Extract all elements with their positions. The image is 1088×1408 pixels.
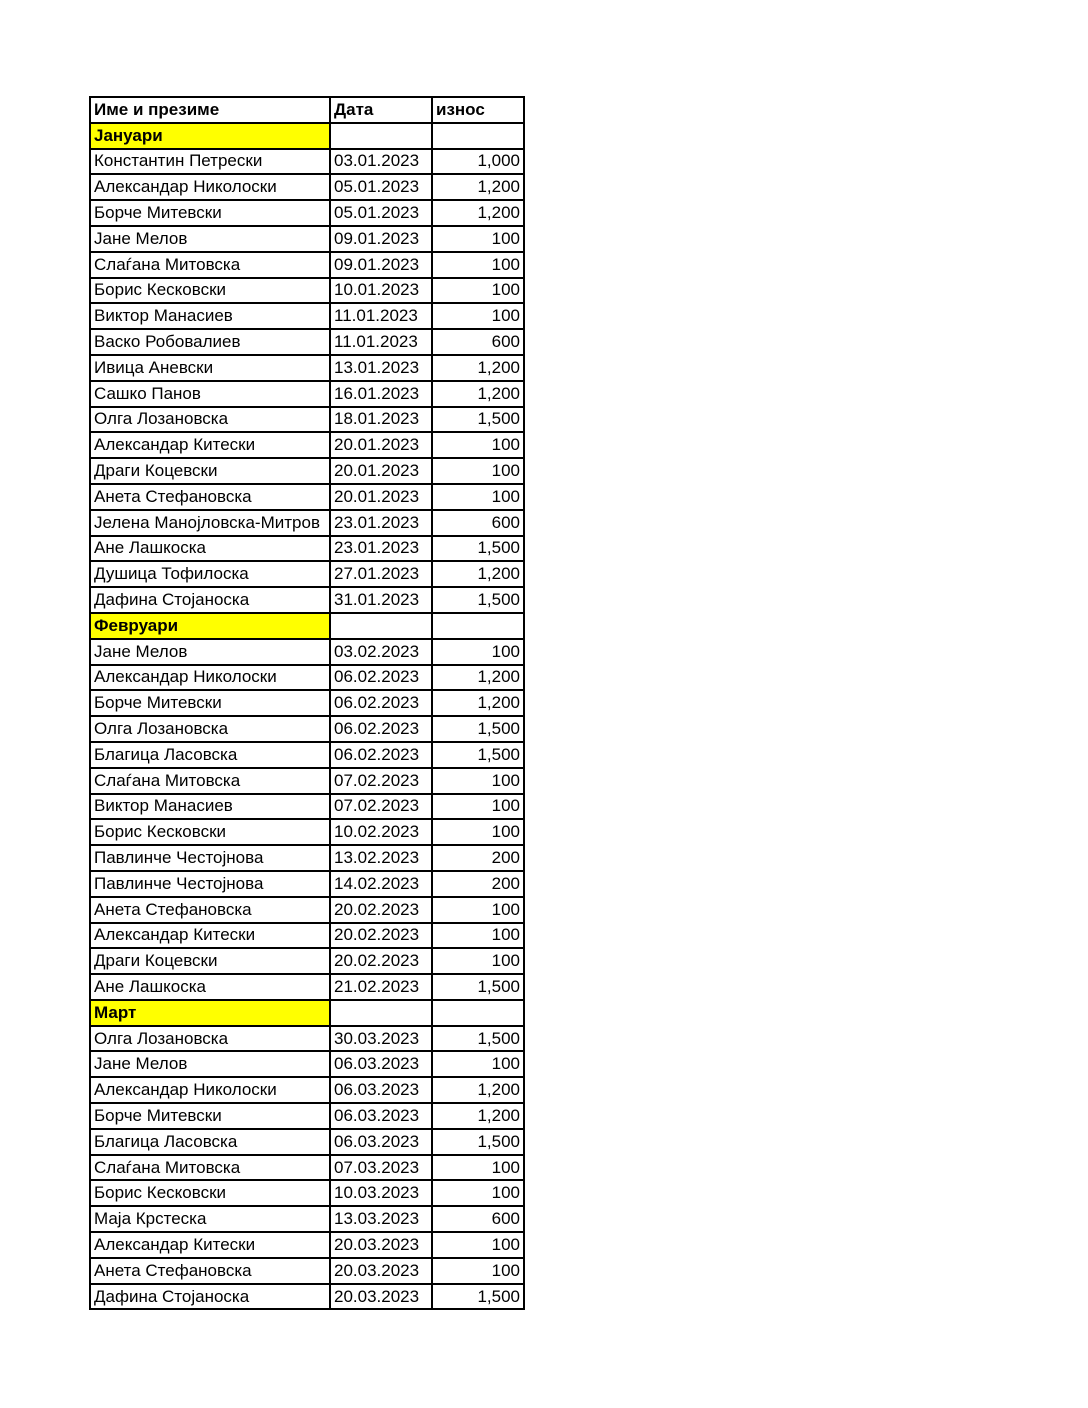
table-row	[90, 329, 524, 355]
month-label: Јануари	[90, 123, 330, 149]
date-cell: 13.03.2023	[330, 1206, 432, 1232]
name-cell: Александар Китески	[90, 1232, 330, 1258]
table-row	[90, 536, 524, 562]
amount-cell: 1,500	[432, 407, 524, 433]
amount-cell: 1,200	[432, 1077, 524, 1103]
name-cell: Слаѓана Митовска	[90, 768, 330, 794]
amount-cell: 100	[432, 252, 524, 278]
amount-cell: 100	[432, 1051, 524, 1077]
name-cell: Анета Стефановска	[90, 484, 330, 510]
table-row	[90, 665, 524, 691]
amount-cell: 100	[432, 1180, 524, 1206]
table-row	[90, 355, 524, 381]
amount-cell: 1,500	[432, 1129, 524, 1155]
table-row	[90, 871, 524, 897]
date-cell: 20.03.2023	[330, 1232, 432, 1258]
amount-cell: 100	[432, 1232, 524, 1258]
name-cell: Јане Мелов	[90, 1051, 330, 1077]
amount-cell: 100	[432, 1258, 524, 1284]
amount-cell: 200	[432, 845, 524, 871]
amount-cell: 100	[432, 458, 524, 484]
amount-cell: 100	[432, 432, 524, 458]
name-cell: Сашко Панов	[90, 381, 330, 407]
name-cell: Олга Лозановска	[90, 716, 330, 742]
date-cell: 20.01.2023	[330, 484, 432, 510]
table-row	[90, 690, 524, 716]
header-name: Име и презиме	[90, 97, 330, 123]
name-cell: Александар Николоски	[90, 1077, 330, 1103]
name-cell: Драги Коцевски	[90, 948, 330, 974]
name-cell: Благица Ласовска	[90, 742, 330, 768]
date-cell: 06.03.2023	[330, 1051, 432, 1077]
month-row	[90, 613, 524, 639]
amount-cell: 100	[432, 484, 524, 510]
name-cell: Драги Коцевски	[90, 458, 330, 484]
name-cell: Борче Митевски	[90, 1103, 330, 1129]
amount-cell: 1,200	[432, 174, 524, 200]
amount-cell: 1,200	[432, 381, 524, 407]
table-row	[90, 897, 524, 923]
amount-cell: 100	[432, 303, 524, 329]
date-cell: 16.01.2023	[330, 381, 432, 407]
table-row	[90, 768, 524, 794]
table-row	[90, 1206, 524, 1232]
name-cell: Анета Стефановска	[90, 897, 330, 923]
month-row	[90, 123, 524, 149]
table-row	[90, 278, 524, 304]
amount-cell: 1,500	[432, 1026, 524, 1052]
date-cell: 30.03.2023	[330, 1026, 432, 1052]
date-cell: 20.03.2023	[330, 1258, 432, 1284]
amount-cell: 100	[432, 226, 524, 252]
table-row	[90, 303, 524, 329]
month-label: Март	[90, 1000, 330, 1026]
date-cell: 07.02.2023	[330, 768, 432, 794]
date-cell: 31.01.2023	[330, 587, 432, 613]
date-cell: 07.03.2023	[330, 1155, 432, 1181]
date-cell: 06.02.2023	[330, 742, 432, 768]
date-cell: 20.01.2023	[330, 432, 432, 458]
table-row	[90, 149, 524, 175]
table-row	[90, 252, 524, 278]
name-cell: Јане Мелов	[90, 639, 330, 665]
name-cell: Борис Кесковски	[90, 1180, 330, 1206]
month-empty-date-cell	[330, 613, 432, 639]
date-cell: 20.03.2023	[330, 1284, 432, 1310]
name-cell: Александар Китески	[90, 432, 330, 458]
date-cell: 18.01.2023	[330, 407, 432, 433]
table-row	[90, 639, 524, 665]
date-cell: 05.01.2023	[330, 200, 432, 226]
amount-cell: 100	[432, 1155, 524, 1181]
table-row	[90, 1284, 524, 1310]
table-row	[90, 974, 524, 1000]
name-cell: Васко Робовалиев	[90, 329, 330, 355]
name-cell: Ане Лашкоска	[90, 974, 330, 1000]
month-empty-date-cell	[330, 123, 432, 149]
date-cell: 23.01.2023	[330, 510, 432, 536]
name-cell: Благица Ласовска	[90, 1129, 330, 1155]
name-cell: Дафина Стојаноска	[90, 1284, 330, 1310]
table-row	[90, 1232, 524, 1258]
amount-cell: 1,200	[432, 690, 524, 716]
table-row	[90, 948, 524, 974]
table-row	[90, 794, 524, 820]
name-cell: Ане Лашкоска	[90, 536, 330, 562]
amount-cell: 100	[432, 278, 524, 304]
name-cell: Ивица Аневски	[90, 355, 330, 381]
name-cell: Константин Петрески	[90, 149, 330, 175]
table-row	[90, 923, 524, 949]
table-row	[90, 1051, 524, 1077]
date-cell: 11.01.2023	[330, 303, 432, 329]
date-cell: 27.01.2023	[330, 561, 432, 587]
name-cell: Александар Николоски	[90, 174, 330, 200]
amount-cell: 600	[432, 1206, 524, 1232]
date-cell: 06.02.2023	[330, 690, 432, 716]
date-cell: 20.02.2023	[330, 897, 432, 923]
name-cell: Дафина Стојаноска	[90, 587, 330, 613]
table-row	[90, 716, 524, 742]
amount-cell: 100	[432, 948, 524, 974]
table-row	[90, 510, 524, 536]
name-cell: Виктор Манасиев	[90, 303, 330, 329]
amount-cell: 1,200	[432, 665, 524, 691]
table-row	[90, 200, 524, 226]
amount-cell: 100	[432, 819, 524, 845]
date-cell: 06.02.2023	[330, 716, 432, 742]
table-row	[90, 407, 524, 433]
amount-cell: 1,500	[432, 716, 524, 742]
date-cell: 06.03.2023	[330, 1129, 432, 1155]
date-cell: 09.01.2023	[330, 226, 432, 252]
month-empty-amount-cell	[432, 1000, 524, 1026]
header-date: Дата	[330, 97, 432, 123]
date-cell: 20.01.2023	[330, 458, 432, 484]
month-empty-date-cell	[330, 1000, 432, 1026]
month-label: Февруари	[90, 613, 330, 639]
name-cell: Маја Крстеска	[90, 1206, 330, 1232]
amount-cell: 1,500	[432, 587, 524, 613]
payments-table	[89, 96, 525, 1310]
name-cell: Анета Стефановска	[90, 1258, 330, 1284]
name-cell: Борче Митевски	[90, 200, 330, 226]
table-row	[90, 1155, 524, 1181]
name-cell: Виктор Манасиев	[90, 794, 330, 820]
table-row	[90, 458, 524, 484]
name-cell: Олга Лозановска	[90, 407, 330, 433]
date-cell: 10.02.2023	[330, 819, 432, 845]
name-cell: Слаѓана Митовска	[90, 1155, 330, 1181]
date-cell: 23.01.2023	[330, 536, 432, 562]
table-row	[90, 742, 524, 768]
amount-cell: 1,500	[432, 1284, 524, 1310]
table-row	[90, 1129, 524, 1155]
amount-cell: 1,500	[432, 974, 524, 1000]
date-cell: 20.02.2023	[330, 948, 432, 974]
header-amount: износ	[432, 97, 524, 123]
date-cell: 11.01.2023	[330, 329, 432, 355]
table-row	[90, 561, 524, 587]
amount-cell: 1,500	[432, 536, 524, 562]
amount-cell: 1,000	[432, 149, 524, 175]
date-cell: 10.01.2023	[330, 278, 432, 304]
table-row	[90, 1026, 524, 1052]
date-cell: 13.01.2023	[330, 355, 432, 381]
table-row	[90, 432, 524, 458]
table-row	[90, 1258, 524, 1284]
amount-cell: 100	[432, 923, 524, 949]
payments-table-body	[90, 97, 524, 1309]
date-cell: 14.02.2023	[330, 871, 432, 897]
name-cell: Слаѓана Митовска	[90, 252, 330, 278]
amount-cell: 600	[432, 510, 524, 536]
table-row	[90, 587, 524, 613]
name-cell: Јелена Манојловска-Митров	[90, 510, 330, 536]
month-empty-amount-cell	[432, 613, 524, 639]
date-cell: 03.02.2023	[330, 639, 432, 665]
amount-cell: 1,200	[432, 355, 524, 381]
amount-cell: 1,200	[432, 1103, 524, 1129]
header-row	[90, 97, 524, 123]
amount-cell: 200	[432, 871, 524, 897]
name-cell: Борис Кесковски	[90, 819, 330, 845]
date-cell: 21.02.2023	[330, 974, 432, 1000]
date-cell: 20.02.2023	[330, 923, 432, 949]
name-cell: Павлинче Честојнова	[90, 845, 330, 871]
table-row	[90, 484, 524, 510]
table-row	[90, 174, 524, 200]
month-empty-amount-cell	[432, 123, 524, 149]
amount-cell: 1,200	[432, 561, 524, 587]
amount-cell: 100	[432, 639, 524, 665]
table-row	[90, 1103, 524, 1129]
table-row	[90, 1180, 524, 1206]
date-cell: 05.01.2023	[330, 174, 432, 200]
name-cell: Борче Митевски	[90, 690, 330, 716]
table-row	[90, 226, 524, 252]
name-cell: Павлинче Честојнова	[90, 871, 330, 897]
month-row	[90, 1000, 524, 1026]
table-row	[90, 381, 524, 407]
date-cell: 07.02.2023	[330, 794, 432, 820]
name-cell: Александар Китески	[90, 923, 330, 949]
amount-cell: 100	[432, 897, 524, 923]
amount-cell: 100	[432, 768, 524, 794]
name-cell: Јане Мелов	[90, 226, 330, 252]
date-cell: 10.03.2023	[330, 1180, 432, 1206]
date-cell: 06.03.2023	[330, 1077, 432, 1103]
amount-cell: 100	[432, 794, 524, 820]
date-cell: 09.01.2023	[330, 252, 432, 278]
date-cell: 06.03.2023	[330, 1103, 432, 1129]
date-cell: 06.02.2023	[330, 665, 432, 691]
name-cell: Душица Тофилоска	[90, 561, 330, 587]
amount-cell: 600	[432, 329, 524, 355]
date-cell: 03.01.2023	[330, 149, 432, 175]
name-cell: Олга Лозановска	[90, 1026, 330, 1052]
amount-cell: 1,500	[432, 742, 524, 768]
name-cell: Борис Кесковски	[90, 278, 330, 304]
table-row	[90, 845, 524, 871]
name-cell: Александар Николоски	[90, 665, 330, 691]
table-row	[90, 1077, 524, 1103]
table-row	[90, 819, 524, 845]
date-cell: 13.02.2023	[330, 845, 432, 871]
amount-cell: 1,200	[432, 200, 524, 226]
